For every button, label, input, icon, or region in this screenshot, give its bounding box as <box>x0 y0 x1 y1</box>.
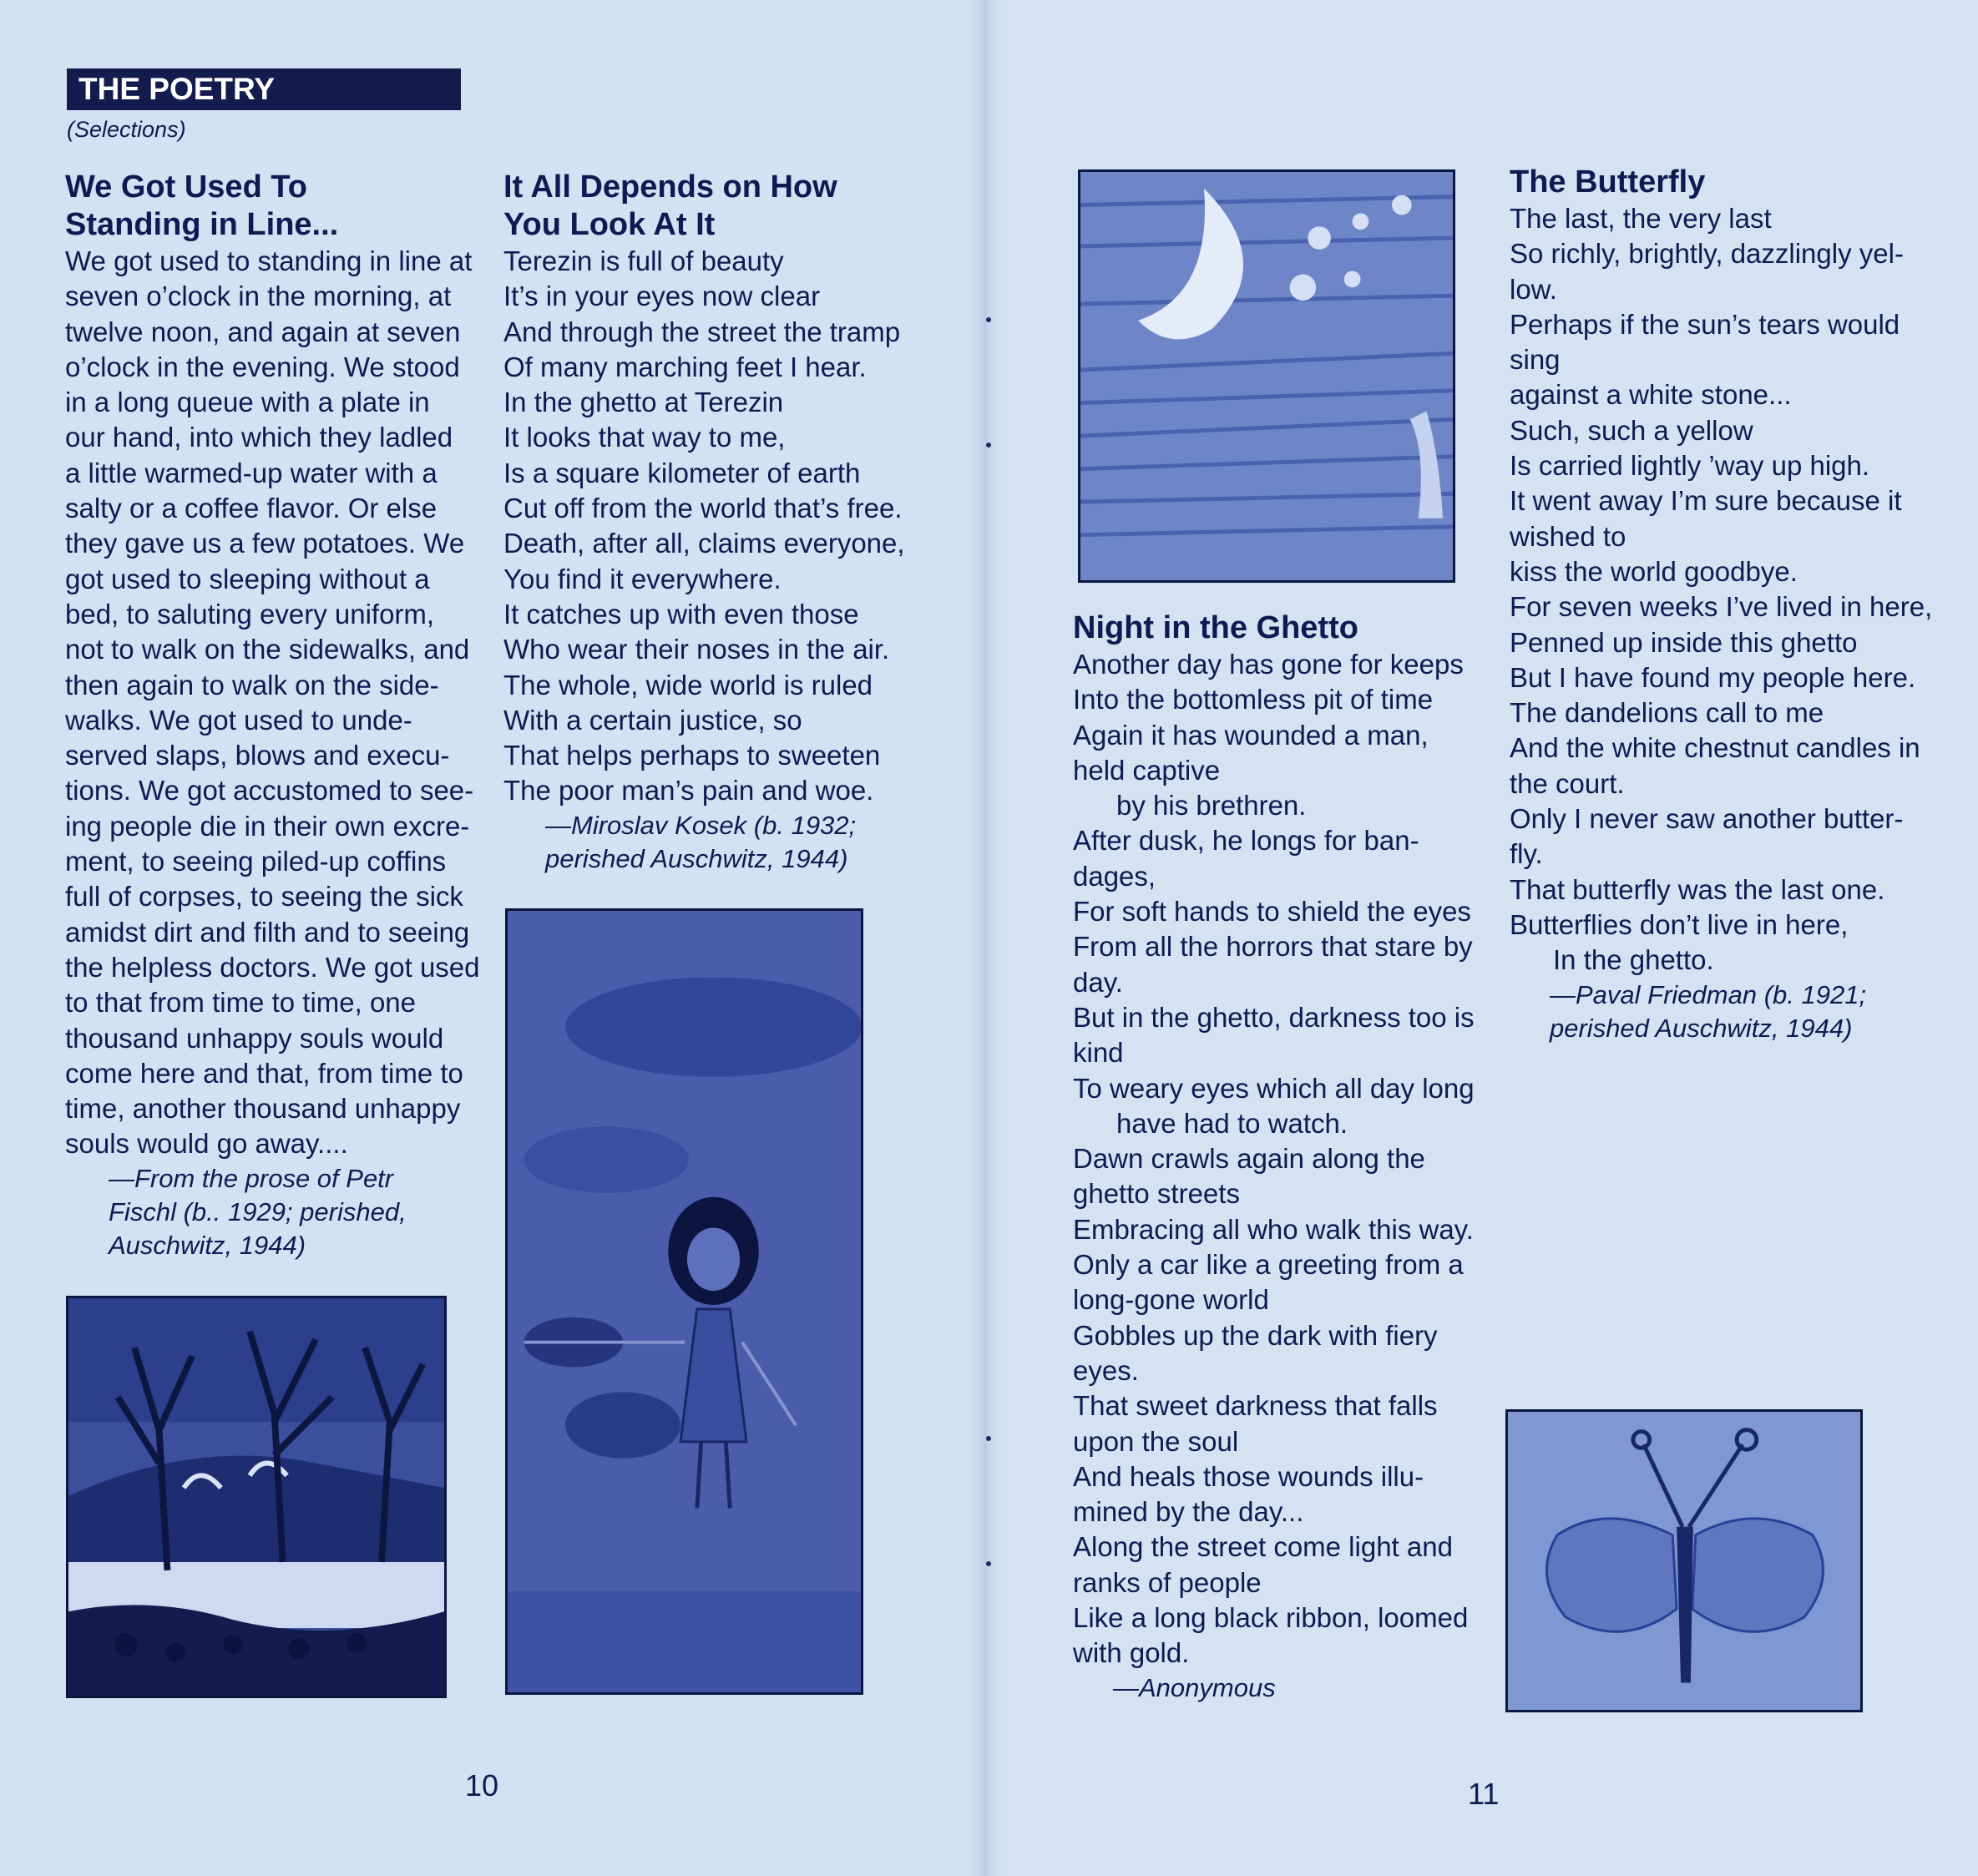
poem-title: The Butterfly <box>1510 164 1706 200</box>
book-gutter <box>969 0 1002 1876</box>
poem-the-butterfly <box>1510 164 1933 1045</box>
poem-body: Another day has gone for keeps Into the bottomless pit of time Again it has wounded a man, held captive by his brethren. After dusk, he longs for ban- dages, For soft hands to shield the eyes From all the horrors that stare by day. But in the ghetto, darkness too is kind To weary eyes which all day long have had to watch. Dawn crawls again along the ghetto streets Embracing all who walk this way. Only a car like a greeting from a long-gone world Gobbles up the dark with fiery eyes. That sweet darkness that falls upon the soul And heals those wounds illu- mined by the day... Along the street come light and ranks of people Like a long black ribbon, loomed with gold. <box>1073 649 1475 1669</box>
poem-night-in-the-ghetto <box>1073 609 1474 1705</box>
poem-attribution: —Miroslav Kosek (b. 1932; perished Auschwitz, 1944) <box>545 810 857 873</box>
staple-mark <box>986 317 991 322</box>
staple-mark <box>986 442 991 448</box>
section-banner: THE POETRY <box>67 68 461 110</box>
poem-title: It All Depends on How You Look At It <box>503 169 837 242</box>
poem-attribution: —From the prose of Petr Fischl (b.. 1929; perished, Auschwitz, 1944) <box>109 1163 407 1260</box>
staple-mark <box>986 1436 991 1441</box>
poem-standing-in-line <box>65 169 499 1262</box>
illustration-girl-drawing <box>505 908 863 1695</box>
poem-attribution: —Paval Friedman (b. 1921; perished Auschwitz, 1944) <box>1550 979 1867 1043</box>
page-number-left: 10 <box>465 1768 499 1803</box>
poem-title: Night in the Ghetto <box>1073 610 1358 645</box>
page-number-right: 11 <box>1468 1777 1500 1811</box>
staple-mark <box>986 1561 991 1566</box>
poem-body: Terezin is full of beauty It’s in your eyes now clear And through the street the tramp Of many marching feet I hear. In the ghetto at Terezin It looks that way to me, Is a square kilometer of earth Cut off from the world that’s free. Death, after all, claims everyone, You find it everywhere. It catches up with even those Who wear their noses in the air. The whole, wide world is ruled With a certain justice, so That helps perhaps to sweeten The poor man’s pain and woe. <box>503 245 905 807</box>
poem-attribution: —Anonymous <box>1113 1672 1276 1702</box>
girl-drawing-image <box>508 911 861 1692</box>
illustration-crowd-under-trees <box>66 1296 447 1698</box>
poem-title: We Got Used To Standing in Line... <box>65 169 339 242</box>
poem-body: The last, the very last So richly, brightly, dazzlingly yel- low. Perhaps if the sun’s tears would sing against a white stone... Such, such a yellow Is carried lightly ’way up high. It went away I’m sure because it wished to kiss the world goodbye. For seven weeks I’ve lived in here, Penned up inside this ghetto But I have found my people here. The dandelions call to me And the white chestnut candles in the court. Only I never saw another butter- fly. That butterfly was the last one. Butterflies don’t live in here, In the ghetto. <box>1510 203 1933 976</box>
poem-it-all-depends <box>503 169 921 876</box>
illustration-butterfly <box>1505 1409 1863 1712</box>
crowd-under-trees-image <box>68 1298 444 1696</box>
moon-sky-image <box>1080 172 1453 580</box>
illustration-moon-sky <box>1078 169 1455 583</box>
section-subtitle: (Selections) <box>67 117 186 142</box>
butterfly-image <box>1508 1412 1860 1710</box>
poem-body: We got used to standing in line at seven o’clock in the morning, at twelve noon, and again at seven o’clock in the evening. We stood in a long queue with a plate in our hand, into which they ladled a little warmed-up water with a salty or a coffee flavor. Or else they gave us a few potatoes. We got used to sleeping without a bed, to saluting every uniform, not to walk on the sidewalks, and then again to walk on the side- walks. We got used to unde- served slaps, blows and execu- tions. We got accustomed to see- ing people die in their own excre- ment, to seeing piled-up coffins full of corpses, to seeing the sick amidst dirt and filth and to seeing the helpless doctors. We got used to that from time to time, one thousand unhappy souls would come here and that, from time to time, another thousand unhappy souls would go away.... <box>65 245 480 1160</box>
